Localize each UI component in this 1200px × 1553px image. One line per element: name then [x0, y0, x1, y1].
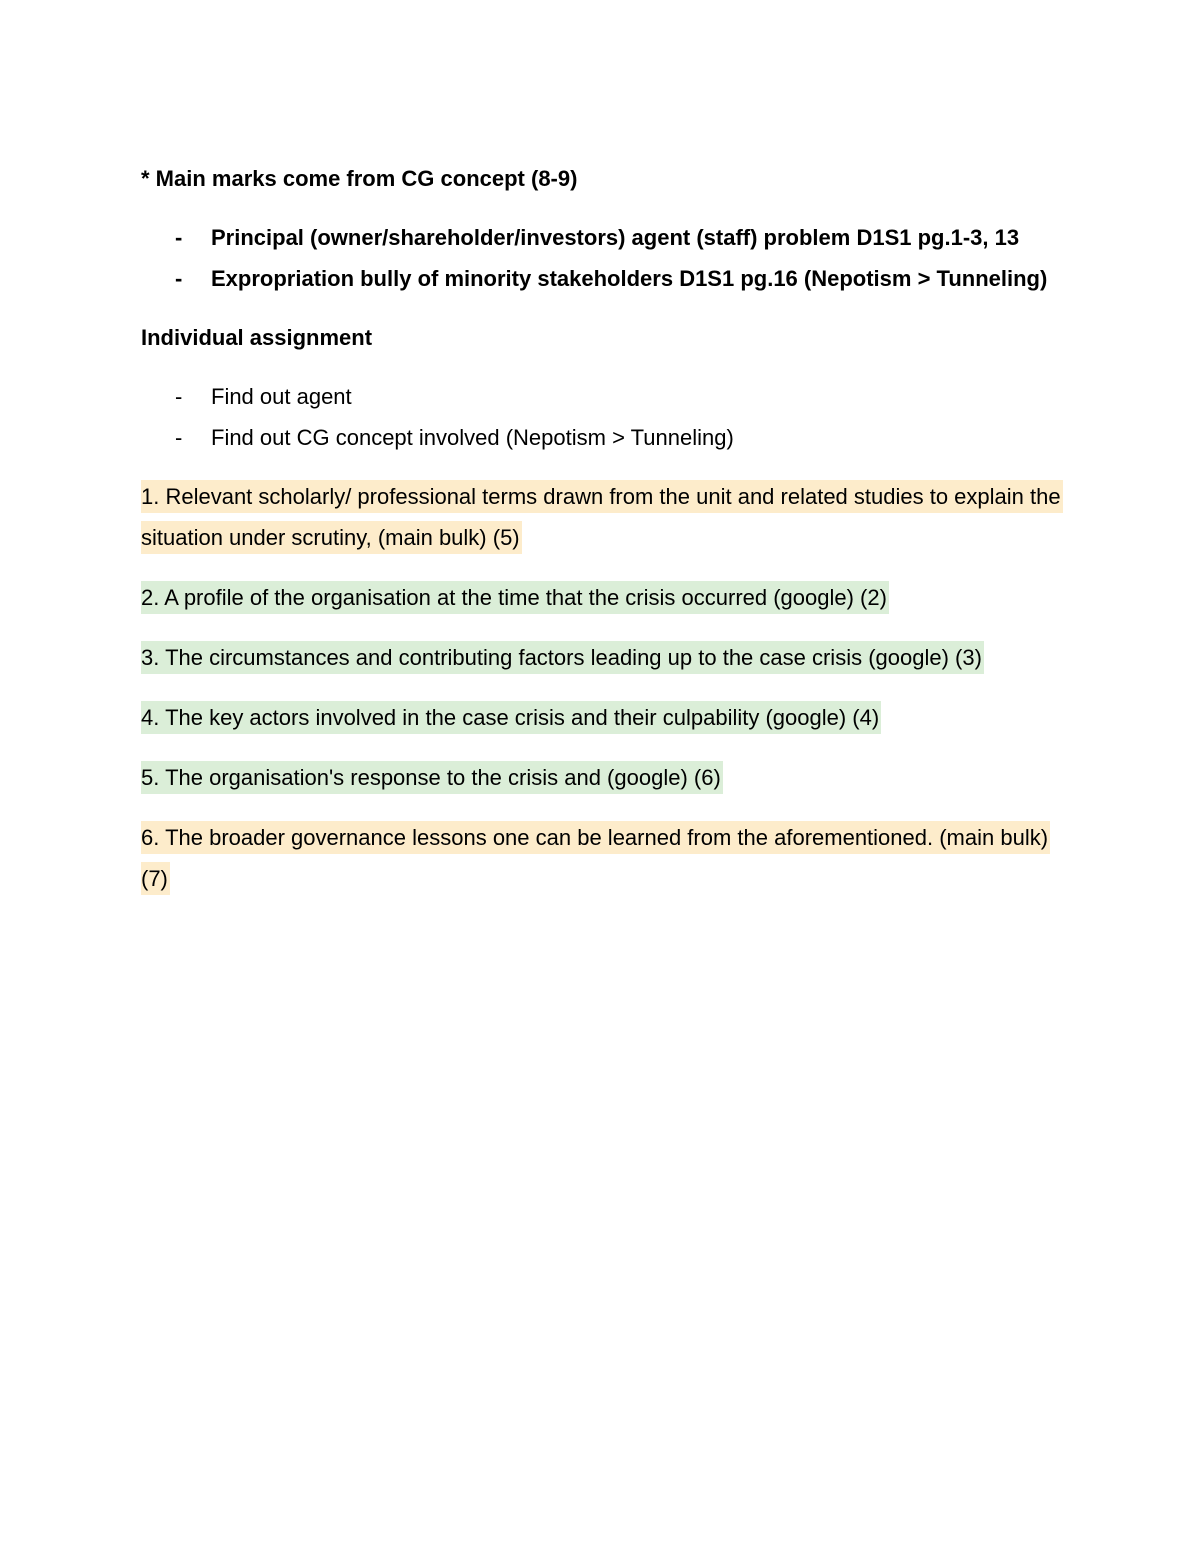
individual-assignment-heading: Individual assignment [141, 325, 373, 350]
list-item-text: Find out CG concept involved (Nepotism > Tunneling) [211, 425, 734, 450]
highlighted-text: 6. The broader governance lessons one can be learned from the aforementioned. (main bulk) (7) [141, 821, 1050, 895]
bullet-dash: - [175, 425, 183, 450]
main-marks-heading: * Main marks come from CG concept (8-9) [141, 166, 578, 191]
assignment-list [141, 376, 1061, 458]
highlighted-text: 2. A profile of the organisation at the time that the crisis occurred (google) (2) [141, 581, 889, 614]
criterion-6 [141, 817, 1061, 899]
criterion-4 [141, 697, 1061, 738]
highlighted-text: 4. The key actors involved in the case crisis and their culpability (google) (4) [141, 701, 881, 734]
criterion-2 [141, 577, 1061, 618]
bullet-dash: - [175, 384, 183, 409]
cg-concept-list [141, 217, 1061, 299]
bullet-dash: - [175, 225, 183, 250]
criterion-1 [141, 476, 1061, 558]
list-item-text: Expropriation bully of minority stakeholders D1S1 pg.16 (Nepotism > Tunneling) [211, 266, 1048, 291]
highlighted-text: 5. The organisation's response to the crisis and (google) (6) [141, 761, 723, 794]
list-item [141, 417, 1061, 458]
highlighted-text: 1. Relevant scholarly/ professional terms drawn from the unit and related studies to explain the situation under scrutiny, (main bulk) (5) [141, 480, 1063, 554]
numbered-criteria [141, 476, 1061, 899]
list-item [141, 217, 1061, 258]
list-item [141, 376, 1061, 417]
criterion-5 [141, 757, 1061, 798]
criterion-3 [141, 637, 1061, 678]
document-page [141, 158, 1061, 918]
highlighted-text: 3. The circumstances and contributing factors leading up to the case crisis (google) (3) [141, 641, 984, 674]
list-item-text: Find out agent [211, 384, 352, 409]
list-item-text: Principal (owner/shareholder/investors) agent (staff) problem D1S1 pg.1-3, 13 [211, 225, 1020, 250]
list-item [141, 258, 1061, 299]
bullet-dash: - [175, 266, 183, 291]
